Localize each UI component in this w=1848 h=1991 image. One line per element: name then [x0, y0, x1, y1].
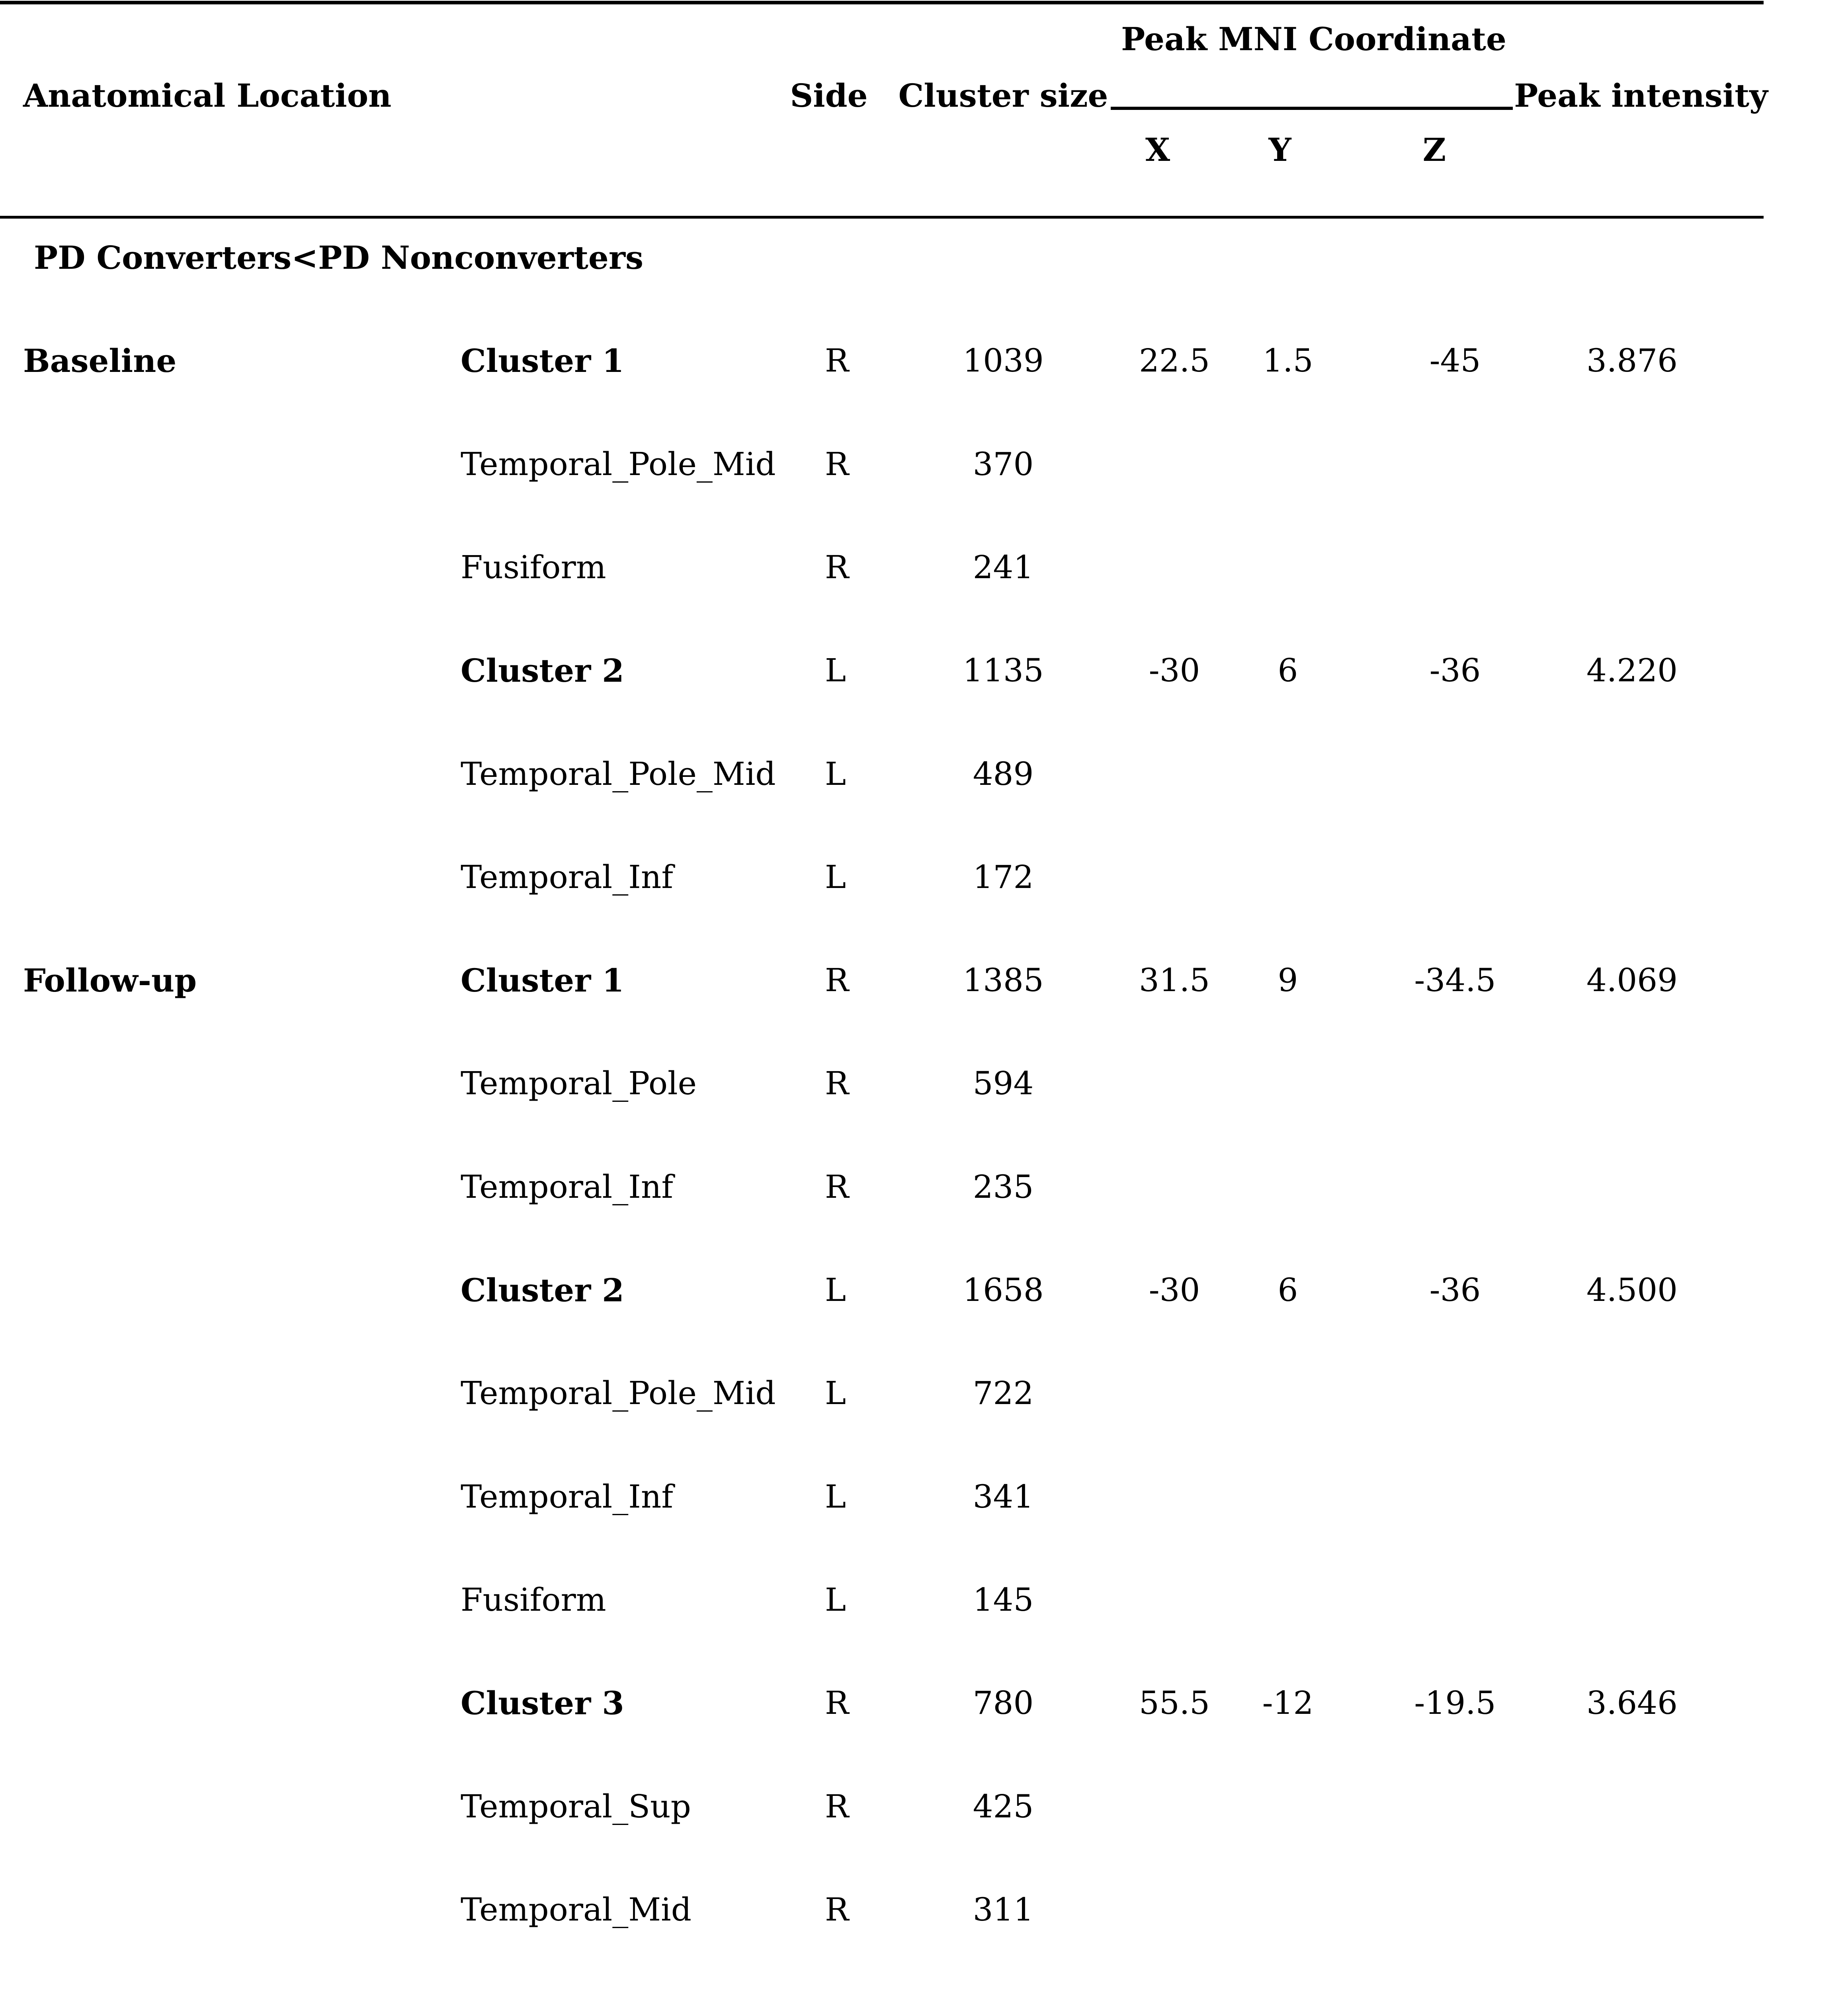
side-cell: L — [825, 859, 846, 896]
peak-z-cell: -36 — [1429, 1271, 1481, 1308]
side-cell: R — [825, 1168, 849, 1205]
peak-intensity-cell: 3.876 — [1586, 342, 1678, 379]
cluster-size-cell: 489 — [973, 755, 1034, 792]
region-label: Fusiform — [461, 549, 606, 586]
region-label: Fusiform — [461, 1581, 606, 1618]
header-bottom-rule — [0, 216, 1764, 219]
header-anatomical-location: Anatomical Location — [23, 77, 392, 114]
side-cell: R — [825, 1065, 849, 1102]
header-x: X — [1145, 131, 1170, 168]
peak-x-cell: -30 — [1149, 652, 1200, 689]
peak-y-cell: -12 — [1262, 1684, 1314, 1721]
header-cluster-size: Cluster size — [898, 77, 1108, 114]
time-point-label: Follow-up — [23, 962, 197, 999]
peak-y-cell: 9 — [1278, 962, 1298, 999]
top-rule — [0, 1, 1764, 4]
cluster-label: Cluster 1 — [461, 962, 624, 999]
cluster-label: Cluster 3 — [461, 1684, 624, 1722]
region-label: Temporal_Inf — [461, 1478, 673, 1515]
region-label: Temporal_Sup — [461, 1788, 691, 1825]
cluster-size-cell: 235 — [973, 1168, 1034, 1205]
side-cell: L — [825, 1581, 846, 1618]
side-cell: L — [825, 755, 846, 792]
peak-intensity-cell: 4.500 — [1586, 1271, 1678, 1308]
cluster-size-cell: 594 — [973, 1065, 1034, 1102]
cluster-size-cell: 1039 — [963, 342, 1044, 379]
cluster-size-cell: 370 — [973, 446, 1034, 483]
peak-intensity-cell: 4.220 — [1586, 652, 1678, 689]
peak-y-cell: 6 — [1278, 652, 1298, 689]
header-peak-intensity: Peak intensity — [1514, 77, 1768, 114]
side-cell: R — [825, 446, 849, 483]
cluster-size-cell: 1135 — [963, 652, 1044, 689]
time-point-label: Baseline — [23, 342, 177, 379]
side-cell: R — [825, 1684, 849, 1721]
side-cell: L — [825, 652, 846, 689]
cluster-size-cell: 341 — [973, 1478, 1034, 1515]
cluster-label: Cluster 2 — [461, 652, 624, 689]
header-z: Z — [1422, 131, 1446, 168]
region-label: Temporal_Inf — [461, 1168, 673, 1205]
section-heading: PD Converters<PD Nonconverters — [34, 239, 644, 276]
cluster-label: Cluster 2 — [461, 1271, 624, 1309]
side-cell: L — [825, 1478, 846, 1515]
cluster-size-cell: 1658 — [963, 1271, 1044, 1308]
peak-y-cell: 1.5 — [1262, 342, 1313, 379]
side-cell: R — [825, 549, 849, 586]
header-peak-mni-coordinate: Peak MNI Coordinate — [1121, 20, 1506, 58]
cluster-size-cell: 1385 — [963, 962, 1044, 999]
side-cell: R — [825, 1891, 849, 1928]
peak-x-cell: 55.5 — [1139, 1684, 1210, 1721]
peak-intensity-cell: 3.646 — [1586, 1684, 1678, 1721]
side-cell: R — [825, 1788, 849, 1825]
cluster-size-cell: 780 — [973, 1684, 1034, 1721]
cluster-size-cell: 241 — [973, 549, 1034, 586]
peak-z-cell: -45 — [1429, 342, 1481, 379]
cluster-size-cell: 722 — [973, 1375, 1034, 1412]
region-label: Temporal_Pole_Mid — [461, 755, 776, 792]
header-y: Y — [1268, 131, 1291, 168]
peak-x-cell: 22.5 — [1139, 342, 1210, 379]
cluster-size-cell: 311 — [973, 1891, 1034, 1928]
header-side: Side — [790, 77, 868, 114]
region-label: Temporal_Mid — [461, 1891, 692, 1928]
cluster-size-cell: 145 — [973, 1581, 1034, 1618]
region-label: Temporal_Pole — [461, 1065, 697, 1102]
cluster-label: Cluster 1 — [461, 342, 624, 379]
peak-intensity-cell: 4.069 — [1586, 962, 1678, 999]
peak-z-cell: -19.5 — [1414, 1684, 1496, 1721]
peak-x-cell: 31.5 — [1139, 962, 1210, 999]
cluster-size-cell: 425 — [973, 1788, 1034, 1825]
side-cell: L — [825, 1271, 846, 1308]
side-cell: R — [825, 342, 849, 379]
peak-z-cell: -36 — [1429, 652, 1481, 689]
region-label: Temporal_Pole_Mid — [461, 446, 776, 483]
peak-y-cell: 6 — [1278, 1271, 1298, 1308]
region-label: Temporal_Inf — [461, 859, 673, 896]
region-label: Temporal_Pole_Mid — [461, 1375, 776, 1412]
cluster-size-cell: 172 — [973, 859, 1034, 896]
side-cell: R — [825, 962, 849, 999]
peak-x-cell: -30 — [1149, 1271, 1200, 1308]
peak-z-cell: -34.5 — [1414, 962, 1496, 999]
side-cell: L — [825, 1375, 846, 1412]
coordinate-group-rule — [1111, 107, 1513, 110]
